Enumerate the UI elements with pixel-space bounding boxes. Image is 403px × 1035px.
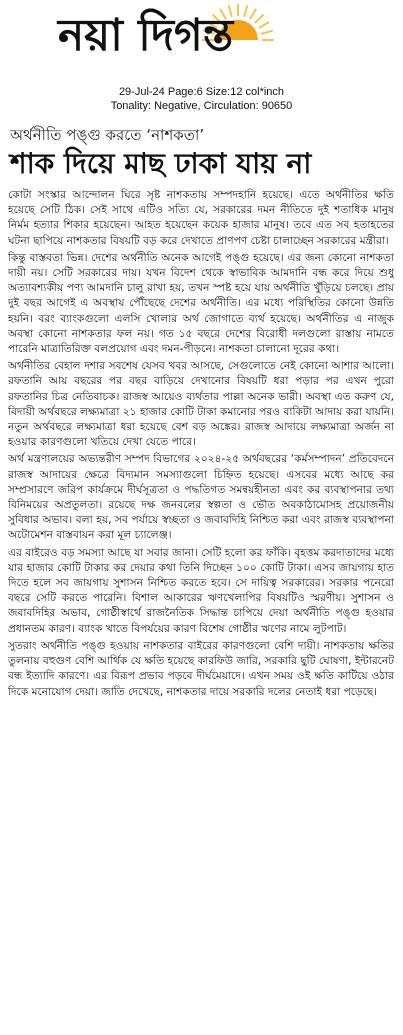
sun-ray: [244, 5, 247, 17]
article-paragraph: এর বাইরেও বড় সমস্যা আছে যা সবার জানা। সেটি হলো কর ফাঁকি। বৃহত্তম করদাতাদের মধ্যে যার হাজার কোটি টাকার কর দেয়ার কথা তিনি দিচ্ছেন ১০০ কোটি টাকা। এসব জায়গায় হাত দিতে হলে সব জায়গায় সুশাসন নিশ্চিত করতে হবে। সে দায়িত্ব সরকারের। সরকার পনেরো বছরে সেটি করতে পারেনি। বিশাল আকারের ঋণখেলাপির বিষয়টিও স্মরণীয়। সুশাসন ও জবাবদিহির অভাব, গোষ্ঠীস্বার্থে রাজনৈতিক সিদ্ধান্ত চাপিয়ে দেয়া অর্থনীতি পঙ্গু হওয়ার প্রধানতম কারণ। ব্যাংক খাতে বিপর্যয়ের কারণ বিশেষ গোষ্ঠীর ঋণের নামে লুটপাট।: [8, 546, 394, 635]
sun-ray: [259, 22, 269, 28]
sun-ray: [255, 15, 263, 23]
sun-ray: [261, 31, 273, 34]
article-paragraph: সুতরাং অর্থনীতি পঙ্গু হওয়ায় নাশকতার বাইরের কারণগুলো বেশি দায়ী। নাশকতায় ক্ষতির তুলনায় বহুগুণ বেশি আর্থিক যে ক্ষতি হয়েছে কারফিউ জারি, সরকারি ছুটি ঘোষণা, ইন্টারনেট বন্ধ ইত্যাদি কারণে। এর বিরূপ প্রভাব পড়বে দীর্ঘমেয়াদে। এখন সময় ওই ক্ষতি কাটিয়ে ওঠার দিকে মনোযোগ দেয়া। জাতি দেখেছে, নাশকতার দায়ে সরকারি দলের নেতাই ধরা পড়েছে।: [8, 639, 394, 698]
newspaper-logo: নয়া দিগন্ত: [58, 10, 234, 61]
article-paragraph: কিন্তু বাস্তবতা ভিন্ন। দেশের অর্থনীতি অনেক আগেই পঙ্গু হয়েছে। এর জন্য কোনো নাশকতা দায়ী নয়। সেটি সরকারের দায়। যখন বিদেশ থেকে স্বাভাবিক আমদানি বন্ধ করে দিয়ে শুধু অত্যাবশ্যকীয় পণ্য আমদানি চালু রাখা হয়, তখন স্পষ্ট হয়ে যায় অর্থনীতি খুঁড়িয়ে চলছে। প্রায় দুই বছর আগেই এ অবস্থায় পৌঁছেছে দেশের অর্থনীতি। এর মধ্যে পরিস্থিতির কোনো উন্নতি হয়নি। বরং ব্যাংকগুলো এলসি খোলার অর্থ জোগাতে ব্যর্থ হয়েছে। অর্থনীতির এ নাজুক অবস্থা কোনো নাশকতার ফল নয়। গত ১৫ বছরে দেশের বিরোধী দলগুলো রাস্তায় নামতে পারেনি মাত্রাতিরিক্ত বলপ্রয়োগ এবং দমন-পীড়নে। নাশকতা চালানো দূরের কথা।: [8, 251, 394, 356]
article-paragraph: অর্থ মন্ত্রণালয়ের অভ্যন্তরীণ সম্পদ বিভাগের ২০২৪-২৫ অর্থবছরের ‘কর্মসম্পাদন’ প্রতিবেদনে রাজস্ব আদায়ের ক্ষেত্রে বিদ্যমান সমস্যাগুলো চিহ্নিত হয়েছে। এসবের মধ্যে আছে কর সম্প্রসারণে জরিপ কার্যক্রমে দীর্ঘসূত্রতা ও পদ্ধতিগত সমন্বয়হীনতা এবং কর ব্যবস্থাপনার তথ্য বিনিময়ের অপ্রতুলতা। রয়েছে দক্ষ জনবলের স্বল্পতা ও ভৌত অবকাঠামোসহ প্রয়োজনীয় সুবিধার অভাব। বলা হয়, সব পর্যায়ে স্বচ্ছতা ও জবাবদিহি নিশ্চিত করা এবং রাজস্ব ব্যবস্থাপনা অটোমেশন বাস্তবায়ন করা মূল চ্যালেঞ্জ।: [8, 453, 394, 542]
sun-ray: [250, 9, 256, 19]
clip-meta-line1: 29-Jul-24 Page:6 Size:12 col*inch: [118, 86, 285, 98]
masthead: [0, 0, 403, 82]
article-kicker: অর্থনীতি পঙ্গু করতে ‘নাশকতা’: [10, 126, 205, 144]
article-headline: শাক দিয়ে মাছ ঢাকা যায় না: [10, 147, 312, 180]
article-paragraph: অর্থনীতির বেহাল দশার সবশেষ যেসব খবর আসছে, সেগুলোতে নেই কোনো আশার আলো। রফতানি আয় বছরের পর বছর বাড়িয়ে দেখানোর বিষয়টি ধরা পড়ার পর এখন পুরো রফতানির চিত্র নেতিবাচক। রাজস্ব আয়েও ব্যর্থতার পাল্লা অনেক ভারী। অবস্থা এত করুণ যে, বিদায়ী অর্থবছরে লক্ষ্যমাত্রা ২১ হাজার কোটি টাকা কমানোর পরও বাকিটা আদায় করা যায়নি। নতুন অর্থবছরে লক্ষ্যমাত্রা ধরা হয়েছে বেশ বড় অঙ্কের। রাজস্ব আদায়ে লক্ষ্যমাত্রা অর্জন না হওয়ার কারণগুলো খতিয়ে দেখা যেতে পারে।: [8, 360, 394, 449]
clip-meta-line2: Tonality: Negative, Circulation: 90650: [110, 100, 293, 112]
article-body: [8, 188, 394, 1030]
article-paragraph: কোটা সংস্কার আন্দোলন ঘিরে সৃষ্ট নাশকতায় সম্পদহানি হয়েছে। এতে অর্থনীতির ক্ষতি হয়েছে সেটি ঠিক। সেই সাথে এটিও সত্যি যে, সরকারের দমন নীতিতে দুই শতাধিক মানুষ নির্মম হত্যার শিকার হয়েছেন। আহত হয়েছেন কয়েক হাজার মানুষ। তবে এত সব হতাহতের ঘটনা ছাপিয়ে নাশকতার বিষয়টি বড় করে দেখাতে প্রাণপণ চেষ্টা চালাচ্ছেন সরকারের মন্ত্রীরা।: [8, 189, 394, 247]
